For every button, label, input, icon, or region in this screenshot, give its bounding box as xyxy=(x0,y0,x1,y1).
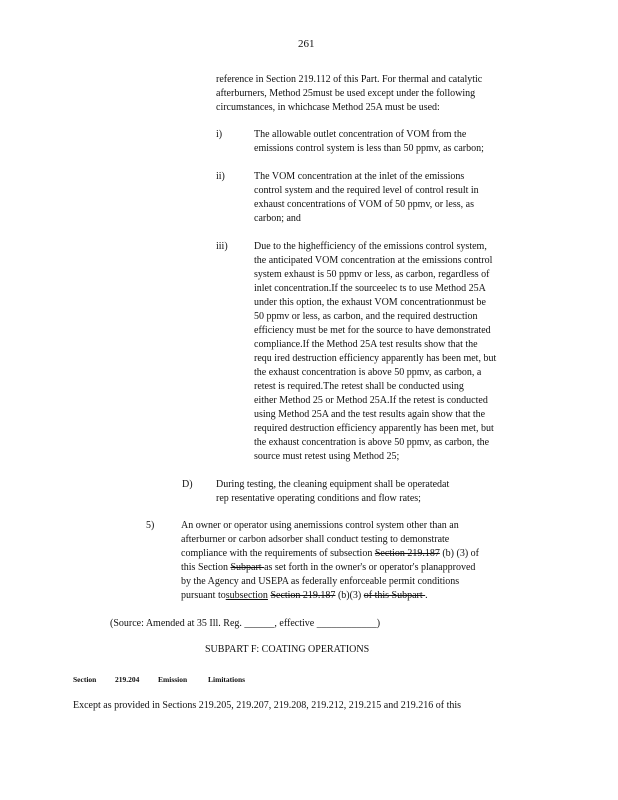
item-iii-line-14: required destruction efficiency apparently has been met, but xyxy=(254,423,494,434)
item-5-line-5: by the Agency and USEPA as federally enforceable permit conditions xyxy=(181,576,460,587)
item-ii-line-2: control system and the required level of control result in xyxy=(254,185,479,196)
item-i-line-1: The allowable outlet concentration of VOM from the xyxy=(254,129,467,140)
item-5-line-6-b: (b)(3) xyxy=(335,590,364,601)
item-5-line-6-strike-2: of this Subpart xyxy=(363,590,426,601)
section-heading-title-2: Limitations xyxy=(208,675,246,684)
item-iii-line-6: 50 ppmv or less, as carbon, and the required destruction xyxy=(254,311,478,322)
item-iii-line-12: either Method 25 or Method 25A.If the retest is conducted xyxy=(254,395,488,406)
item-iii-line-10: the exhaust concentration is above 50 ppmv, as carbon, a xyxy=(254,367,482,378)
page-number: 261 xyxy=(298,38,315,50)
item-5-line-4-a: this Section xyxy=(181,562,231,573)
item-iii-line-16: source must retest using Method 25; xyxy=(254,451,400,462)
item-iii-line-8: compliance.If the Method 25A test results show that the xyxy=(254,339,478,350)
item-5-line-3-strike: Section 219.187 xyxy=(374,548,440,559)
source-prefix: (Source: Amended at 35 Ill. Reg. xyxy=(110,618,245,629)
item-iii-marker: iii) xyxy=(216,241,228,252)
item-iii-line-11: retest is required.The retest shall be conducted using xyxy=(254,381,464,392)
item-i-line-2: emissions control system is less than 50 ppmv, as carbon; xyxy=(254,143,484,154)
intro-line-2: afterburners, Method 25must be used except under the following xyxy=(216,88,476,99)
intro-line-1: reference in Section 219.112 of this Part. For thermal and catalytic xyxy=(216,74,483,85)
item-ii-marker: ii) xyxy=(216,171,225,182)
item-5-line-4-b: as set forth in the owner's or operator's planapproved xyxy=(264,562,476,573)
item-5-line-6-strike-1: Section 219.187 xyxy=(270,590,336,601)
subpart-heading: SUBPART F: COATING OPERATIONS xyxy=(205,644,370,655)
item-ii-line-1: The VOM concentration at the inlet of the emissions xyxy=(254,171,465,182)
item-d-marker: D) xyxy=(182,479,193,490)
item-5-line-3 xyxy=(181,547,479,560)
item-5-line-3-a: compliance with the requirements of subsection xyxy=(181,548,375,559)
final-line: Except as provided in Sections 219.205, 219.207, 219.208, 219.212, 219.215 and 219.216 of this xyxy=(73,700,462,711)
item-iii-line-2: the anticipated VOM concentration at the emissions control xyxy=(254,255,493,266)
section-heading-title-1: Emission xyxy=(158,675,188,684)
item-5-line-4 xyxy=(181,561,475,574)
item-5-line-6-a: pursuant to xyxy=(181,590,226,601)
item-5-line-3-b: (b) (3) of xyxy=(439,548,479,559)
item-d-line-1: During testing, the cleaning equipment shall be operatedat xyxy=(216,479,450,490)
source-blank-1: ______ xyxy=(244,618,275,629)
item-iii-line-7: efficiency must be met for the source to have demonstrated xyxy=(254,325,491,336)
intro-line-3: circumstances, in whichcase Method 25A must be used: xyxy=(216,102,440,113)
item-iii-line-3: system exhaust is 50 ppmv or less, as carbon, regardless of xyxy=(254,269,490,280)
item-5-line-6-underlined: subsection xyxy=(225,590,268,601)
item-iii-line-4: inlet concentration.If the sourceelec ts to use Method 25A xyxy=(254,283,486,294)
item-ii-line-4: carbon; and xyxy=(254,213,301,224)
item-i-marker: i) xyxy=(216,129,223,140)
source-middle: , effective xyxy=(274,618,317,629)
item-iii-line-15: the exhaust concentration is above 50 ppmv, as carbon, the xyxy=(254,437,490,448)
source-blank-2: ____________ xyxy=(316,618,377,629)
section-heading-number: 219.204 xyxy=(115,675,140,684)
source-note xyxy=(110,617,380,630)
source-suffix: ) xyxy=(376,618,381,629)
item-5-line-2: afterburner or carbon adsorber shall conduct testing to demonstrate xyxy=(181,534,450,545)
item-ii-line-3: exhaust concentrations of VOM of 50 ppmv, or less, as xyxy=(254,199,474,210)
item-5-marker: 5) xyxy=(146,520,155,531)
item-iii-line-13: using Method 25A and the test results again show that the xyxy=(254,409,486,420)
item-5-line-4-strike: Subpart xyxy=(230,562,265,573)
item-5-line-6 xyxy=(181,589,428,602)
item-iii-line-1: Due to the highefficiency of the emissions control system, xyxy=(254,241,487,252)
item-5-line-6-c: . xyxy=(425,590,428,601)
section-heading-label: Section xyxy=(73,675,97,684)
item-iii-line-9: requ ired destruction efficiency apparently has been met, but xyxy=(254,353,497,364)
item-5-line-1: An owner or operator using anemissions control system other than an xyxy=(181,520,459,531)
item-d-line-2: rep resentative operating conditions and flow rates; xyxy=(216,493,421,504)
item-iii-line-5: under this option, the exhaust VOM concentrationmust be xyxy=(254,297,486,308)
